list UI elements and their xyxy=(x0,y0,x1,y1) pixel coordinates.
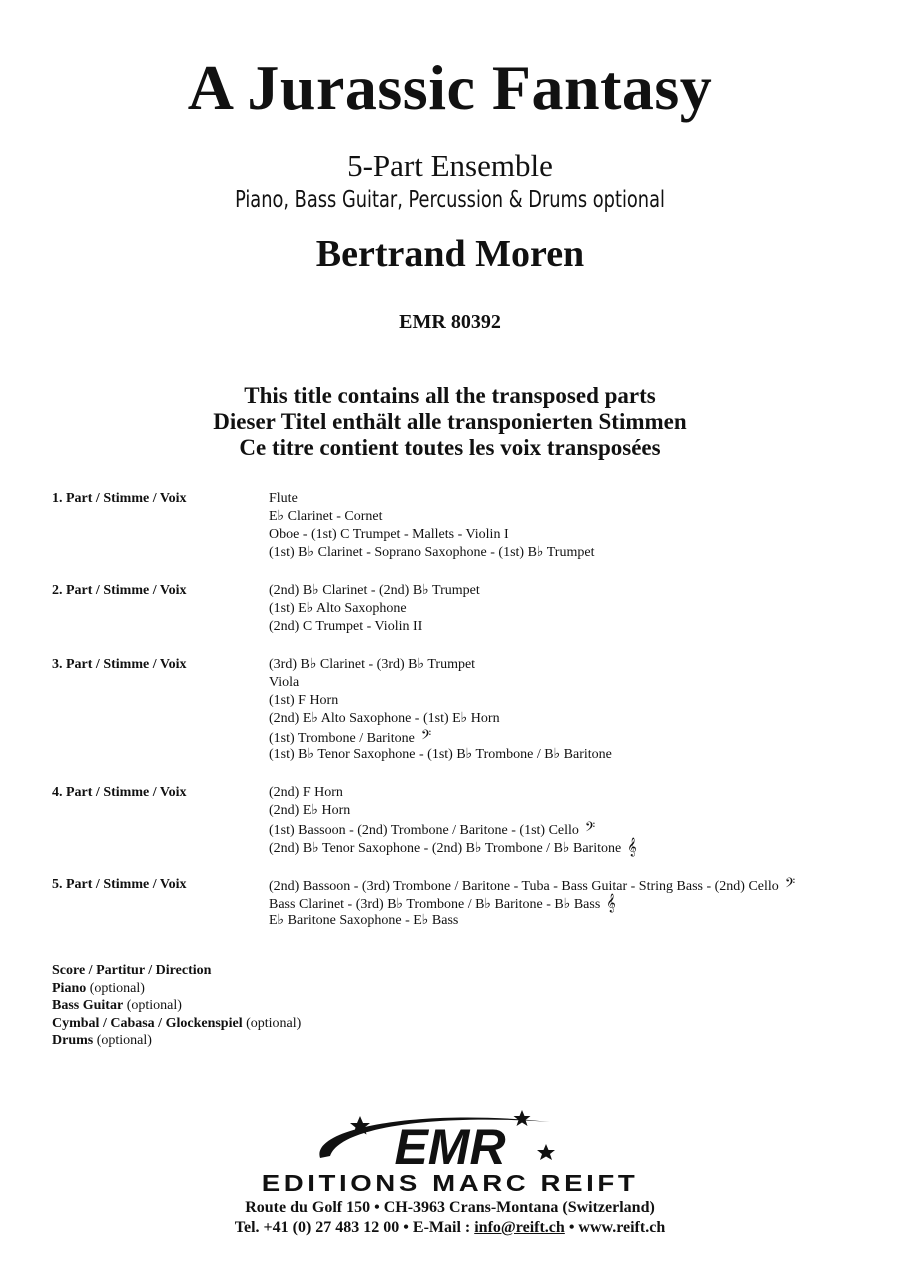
part-label: 5. Part / Stimme / Voix xyxy=(52,877,187,892)
score-label: Score / Partitur / Direction xyxy=(52,963,212,978)
part-label: 2. Part / Stimme / Voix xyxy=(52,583,187,598)
telephone: Tel. +41 (0) 27 483 12 00 • E-Mail : xyxy=(234,1219,471,1236)
part-block xyxy=(52,656,872,764)
instrument-list xyxy=(269,656,872,764)
part-block xyxy=(52,784,872,856)
instrument-line xyxy=(269,656,872,674)
publisher-name: EDITIONS MARC REIFT xyxy=(261,1170,639,1196)
instrument-text: (2nd) E♭ Alto Saxophone - (1st) E♭ Horn xyxy=(269,711,500,726)
instrument-text: (1st) E♭ Alto Saxophone xyxy=(269,601,407,616)
instrument-line xyxy=(269,692,872,710)
instrument-text: Bass Clarinet - (3rd) B♭ Trombone / B♭ Baritone - B♭ Bass xyxy=(269,897,601,912)
instrument-line xyxy=(269,876,872,894)
instrument-line xyxy=(269,508,872,526)
instrument-list xyxy=(269,582,872,636)
part-label: 3. Part / Stimme / Voix xyxy=(52,657,187,672)
instrument-text: (1st) Trombone / Baritone xyxy=(269,731,415,746)
instrument-line xyxy=(269,544,872,562)
instrument-line xyxy=(269,820,872,838)
instrument-line xyxy=(269,784,872,802)
instrument-text: Oboe - (1st) C Trumpet - Mallets - Violin I xyxy=(269,527,509,542)
instrument-line xyxy=(269,674,872,692)
email-link[interactable]: info@reift.ch xyxy=(474,1219,565,1236)
part-block xyxy=(52,582,872,636)
instrument-list xyxy=(269,876,872,930)
treble-clef-icon: 𝄞 xyxy=(606,893,616,912)
part-block xyxy=(52,876,872,930)
instrument-text: (3rd) B♭ Clarinet - (3rd) B♭ Trumpet xyxy=(269,657,476,672)
instrument-text: (1st) B♭ Clarinet - Soprano Saxophone - (1st) B♭ Trumpet xyxy=(269,545,595,560)
contact-line xyxy=(0,1218,900,1238)
instrument-text: Flute xyxy=(269,491,298,506)
instrument-line xyxy=(269,618,872,636)
notice-english: This title contains all the transposed parts xyxy=(244,383,656,408)
instrument-text: (1st) F Horn xyxy=(269,693,339,708)
bass-guitar-part: Bass Guitar (optional) xyxy=(52,998,182,1013)
instrument-line xyxy=(269,912,872,930)
instrument-line xyxy=(269,746,872,764)
instrument-text: (2nd) E♭ Horn xyxy=(269,803,351,818)
ensemble-subtitle: 5-Part Ensemble xyxy=(347,148,553,183)
bass-clef-icon: 𝄢 xyxy=(420,727,432,746)
instrument-text: (2nd) B♭ Tenor Saxophone - (2nd) B♭ Trombone / B♭ Baritone xyxy=(269,841,622,856)
parts-list xyxy=(52,490,872,950)
instrument-text: Viola xyxy=(269,675,300,690)
catalog-number: EMR 80392 xyxy=(399,311,501,333)
instrument-line xyxy=(269,582,872,600)
publisher-address: Route du Golf 150 • CH-3963 Crans-Montana (Switzerland) xyxy=(245,1199,655,1216)
instrument-line xyxy=(269,838,872,856)
instrumentation-line: Piano, Bass Guitar, Percussion & Drums optional xyxy=(235,187,665,213)
transposed-parts-notice xyxy=(0,383,900,461)
instrument-text: (1st) Bassoon - (2nd) Trombone / Baritone - (1st) Cello xyxy=(269,823,579,838)
piano-part: Piano (optional) xyxy=(52,980,145,996)
instrument-text: (2nd) F Horn xyxy=(269,785,343,800)
instrument-text: (2nd) Bassoon - (3rd) Trombone / Baritone - Tuba - Bass Guitar - String Bass - (2nd) Cello xyxy=(269,879,779,894)
bass-clef-icon: 𝄢 xyxy=(784,875,796,894)
instrument-list xyxy=(269,490,872,562)
bass-clef-icon: 𝄢 xyxy=(584,819,596,838)
part-label: 1. Part / Stimme / Voix xyxy=(52,491,187,506)
instrument-text: (2nd) C Trumpet - Violin II xyxy=(269,619,423,634)
instrument-line xyxy=(269,802,872,820)
instrument-line xyxy=(269,710,872,728)
emr-logo xyxy=(300,1108,600,1172)
instrument-text: (1st) B♭ Tenor Saxophone - (1st) B♭ Trombone / B♭ Baritone xyxy=(269,747,612,762)
drums-part: Drums (optional) xyxy=(52,1033,152,1048)
instrument-line xyxy=(269,728,872,746)
composer-name: Bertrand Moren xyxy=(315,233,585,275)
instrument-line xyxy=(269,526,872,544)
page-title: A Jurassic Fantasy xyxy=(187,52,713,123)
website[interactable]: • www.reift.ch xyxy=(568,1219,666,1236)
notice-french: Ce titre contient toutes les voix transposées xyxy=(239,435,661,460)
cymbal-part: Cymbal / Cabasa / Glockenspiel (optional) xyxy=(52,1015,302,1031)
logo-text: EMR xyxy=(394,1119,506,1172)
instrument-text: E♭ Baritone Saxophone - E♭ Bass xyxy=(269,913,459,928)
instrument-text: (2nd) B♭ Clarinet - (2nd) B♭ Trumpet xyxy=(269,583,480,598)
instrument-list xyxy=(269,784,872,856)
part-block xyxy=(52,490,872,562)
instrument-text: E♭ Clarinet - Cornet xyxy=(269,509,383,524)
instrument-line xyxy=(269,600,872,618)
instrument-line xyxy=(269,490,872,508)
additional-parts xyxy=(52,962,301,1050)
notice-german: Dieser Titel enthält alle transponierten Stimmen xyxy=(213,409,687,434)
instrument-line xyxy=(269,894,872,912)
part-label: 4. Part / Stimme / Voix xyxy=(52,785,187,800)
treble-clef-icon: 𝄞 xyxy=(627,837,637,856)
